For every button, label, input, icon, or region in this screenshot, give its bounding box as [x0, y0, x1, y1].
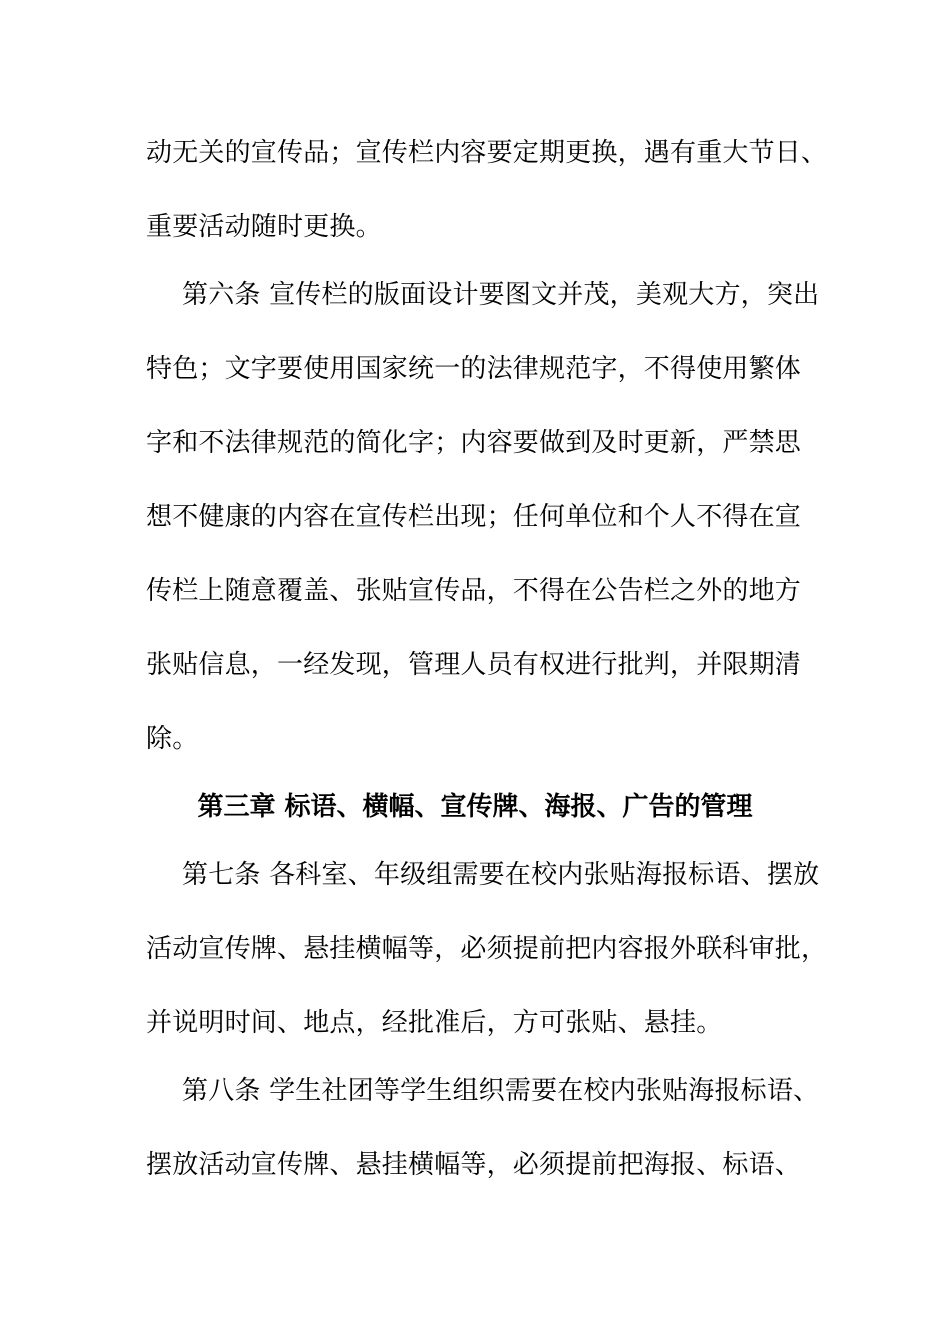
text-line: 张贴信息，一经发现，管理人员有权进行批判，并限期清 [146, 650, 802, 680]
text-line: 重要活动随时更换。 [146, 212, 382, 242]
article-7-line: 第七条 各科室、年级组需要在校内张贴海报标语、摆放 [182, 860, 820, 890]
text-line: 并说明时间、地点，经批准后，方可张贴、悬挂。 [146, 1008, 723, 1038]
text-line: 活动宣传牌、悬挂横幅等，必须提前把内容报外联科审批， [146, 934, 828, 964]
text-line: 字和不法律规范的简化字；内容要做到及时更新，严禁思 [146, 428, 802, 458]
text-line: 想不健康的内容在宣传栏出现；任何单位和个人不得在宣 [146, 502, 802, 532]
text-line: 摆放活动宣传牌、悬挂横幅等，必须提前把海报、标语、 [146, 1150, 802, 1180]
text-line: 特色；文字要使用国家统一的法律规范字，不得使用繁体 [146, 354, 802, 384]
article-8-line: 第八条 学生社团等学生组织需要在校内张贴海报标语、 [182, 1076, 820, 1106]
article-6-line: 第六条 宣传栏的版面设计要图文并茂，美观大方，突出 [182, 280, 820, 310]
text-line: 传栏上随意覆盖、张贴宣传品，不得在公告栏之外的地方 [146, 576, 802, 606]
text-line: 动无关的宣传品；宣传栏内容要定期更换，遇有重大节日、 [146, 138, 828, 168]
chapter-heading: 第三章 标语、横幅、宣传牌、海报、广告的管理 [197, 792, 753, 822]
text-line: 除。 [146, 724, 199, 754]
